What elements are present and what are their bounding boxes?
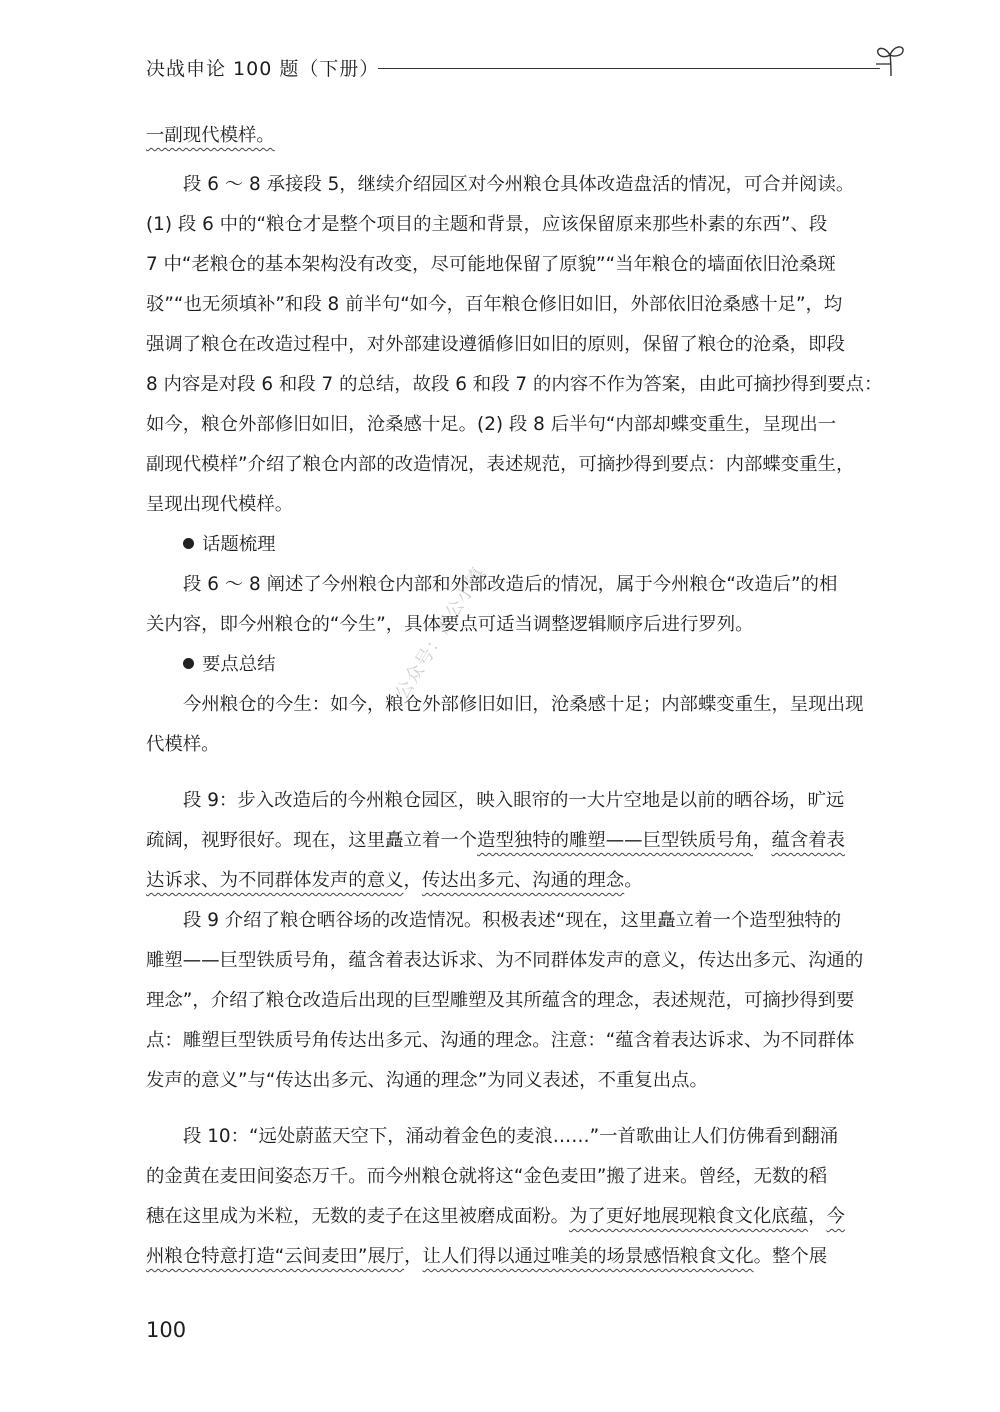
header-rule <box>378 68 880 69</box>
sprout-icon <box>876 42 906 78</box>
text-span: 疏阔，视野很好。现在，这里矗立着一个 <box>146 830 478 851</box>
running-header <box>146 48 906 88</box>
text-line: 8 内容是对段 6 和段 7 的总结，故段 6 和段 7 的内容不作为答案，由此可摘抄得到要点： <box>146 374 883 395</box>
text-line: 呈现出现代模样。 <box>146 494 294 515</box>
text-line: 关内容，即今州粮仓的“今生”，具体要点可适当调整逻辑顺序后进行罗列。 <box>146 614 754 635</box>
page-number: 100 <box>146 1318 187 1342</box>
spacer <box>146 765 894 781</box>
text-line <box>146 861 894 901</box>
text-line <box>146 116 894 156</box>
spacer <box>146 1101 894 1117</box>
underlined-text: 蕴含着表 <box>771 830 845 851</box>
text-span: 穗在这里成为米粒，无数的麦子在这里被磨成面粉。 <box>146 1206 569 1227</box>
text-line: 段 6 ～ 8 承接段 5，继续介绍园区对今州粮仓具体改造盘活的情况，可合并阅读。 <box>183 174 855 195</box>
text-line: 的金黄在麦田间姿态万千。而今州粮仓就将这“金色麦田”搬了进来。曾经，无数的稻 <box>146 1166 828 1187</box>
header-title: 决战申论 100 题（下册） <box>146 58 380 80</box>
bullet-icon <box>183 538 194 549</box>
text-line: 段 6 ～ 8 阐述了今州粮仓内部和外部改造后的情况，属于今州粮仓“改造后”的相 <box>183 574 838 595</box>
spacer <box>146 156 894 165</box>
text-line: 点：雕塑巨型铁质号角传达出多元、沟通的理念。注意：“蕴含着表达诉求、为不同群体 <box>146 1030 855 1051</box>
text-line <box>146 1197 894 1237</box>
underlined-text: 一副现代模样。 <box>146 125 275 146</box>
heading-label: 要点总结 <box>202 654 276 675</box>
text-line: 7 中“老粮仓的基本架构没有改变，尽可能地保留了原貌”“当年粮仓的墙面依旧沧桑斑 <box>146 254 836 275</box>
text-line: 副现代模样”介绍了粮仓内部的改造情况，表述规范，可摘抄得到要点：内部蝶变重生， <box>146 454 855 475</box>
section-heading <box>146 525 894 565</box>
text-span: ， <box>752 830 772 851</box>
text-line: 如今，粮仓外部修旧如旧，沧桑感十足。(2) 段 8 后半句“内部却蝶变重生，呈现出一 <box>146 414 837 435</box>
text-line <box>146 821 894 861</box>
underlined-text: 今 <box>826 1206 845 1227</box>
text-line: 驳”“也无须填补”和段 8 前半句“如今，百年粮仓修旧如旧，外部依旧沧桑感十足”，均 <box>146 294 843 315</box>
underlined-text: 让人们得以通过唯美的场景感悟粮食文化 <box>422 1246 754 1267</box>
text-line: 理念”，介绍了粮仓改造后出现的巨型雕塑及其所蕴含的理念，表述规范，可摘抄得到要 <box>146 990 855 1011</box>
underlined-text: 传达出多元、沟通的理念 <box>421 870 625 891</box>
heading-label: 话题梳理 <box>202 534 276 555</box>
section-heading <box>146 645 894 685</box>
text-span: 。 <box>624 870 643 891</box>
text-line: 发声的意义”与“传达出多元、沟通的理念”为同义表述，不重复出点。 <box>146 1070 708 1091</box>
text-span: ， <box>808 1206 827 1227</box>
underlined-text: 为了更好地展现粮食文化底蕴 <box>569 1206 809 1227</box>
text-line: 雕塑——巨型铁质号角，蕴含着表达诉求、为不同群体发声的意义，传达出多元、沟通的 <box>146 950 864 971</box>
text-line <box>146 1237 894 1277</box>
underlined-text: 州粮仓特意打造“云间麦田”展厅 <box>146 1246 405 1267</box>
text-span: 。整个展 <box>753 1246 828 1267</box>
text-line: 强调了粮仓在改造过程中，对外部建设遵循修旧如旧的原则，保留了粮仓的沧桑，即段 <box>146 334 845 355</box>
bullet-icon <box>183 658 194 669</box>
text-line: 段 9 介绍了粮仓晒谷场的改造情况。积极表述“现在，这里矗立着一个造型独特的 <box>183 910 842 931</box>
text-span: ， <box>404 1246 423 1267</box>
watermark: 公众号：萧公小镇 <box>391 563 490 704</box>
text-line: 今州粮仓的今生：如今，粮仓外部修旧如旧，沧桑感十足；内部蝶变重生，呈现出现 <box>183 694 864 715</box>
text-line: 段 9：步入改造后的今州粮仓园区，映入眼帘的一大片空地是以前的晒谷场，旷远 <box>183 790 845 811</box>
underlined-text: 造型独特的雕塑——巨型铁质号角 <box>477 830 753 851</box>
text-line: (1) 段 6 中的“粮仓才是整个项目的主题和背景，应该保留原来那些朴素的东西”、段 <box>146 214 828 235</box>
page-body <box>146 116 894 1277</box>
text-line: 代模样。 <box>146 734 220 755</box>
text-line: 段 10：“远处蔚蓝天空下，涌动着金色的麦浪……”一首歌曲让人们仿佛看到翻涌 <box>183 1126 839 1147</box>
text-span: ， <box>403 870 422 891</box>
underlined-text: 达诉求、为不同群体发声的意义 <box>146 870 404 891</box>
